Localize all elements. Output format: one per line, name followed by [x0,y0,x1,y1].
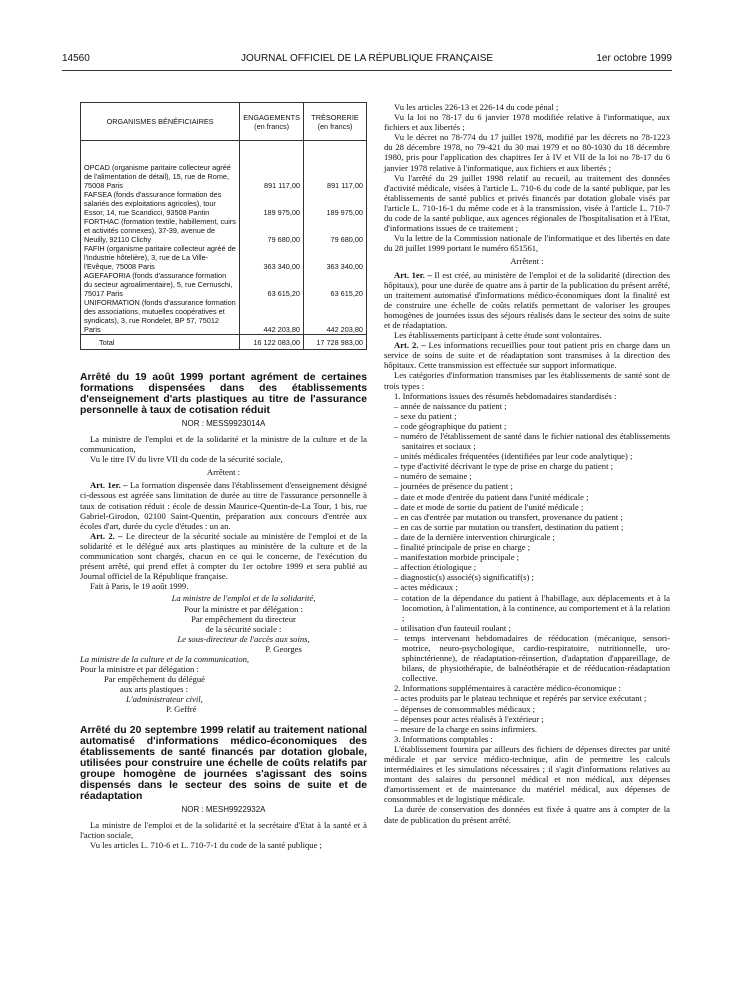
page-number: 14560 [62,53,90,64]
table-row [81,190,367,217]
article-label: Art. 1er. – [394,269,432,280]
article-2 [80,531,367,581]
fait-line: Fait à Paris, le 19 août 1999. [90,581,189,592]
right-column [384,102,670,825]
table-total-row [81,335,367,350]
arrete-1-title: Arrêté du 19 août 1999 portant agrément de certaines formations dispensées dans des établissements d'enseignement d'arts plastiques au titre de l'assurance personnelle à taux de cotisation réduit [80,372,367,416]
article-text: Les informations recueillies pour tout patient pris en charge dans un service de soins de suite et de réadaptation sont transmises à la direction des hôpitaux. Cette transmission est effectuée sur support informatique. [384,340,670,371]
paragraph: Vu le titre IV du livre VII du code de la sécurité sociale, [90,454,283,465]
arrete-2-title: Arrêté du 20 septembre 1999 relatif au traitement national automatisé d'informations médico-économiques des établissements de santé financés par dotation globale, utilisées pour construire une échelle de coûts relatifs par groupe homogène de journées s'agissant des soins dispensés dans le secteur des soins de suite et de réadaptation [80,724,367,802]
signatory-name: P. Geffré [166,704,197,715]
signature-line: Par empêchement du délégué [104,674,205,685]
total-eng: 16 122 083,00 [240,335,304,350]
arrete-2 [80,725,367,850]
list-item: – diagnostic(s) associé(s) significatif(s) ; [394,572,670,582]
list-item: – numéro de l'établissement de santé dans le fichier national des établissements sanitaires et sociaux ; [394,431,670,451]
tres-cell: 79 680,00 [304,217,367,244]
article-text: La formation dispensée dans l'établissement d'enseignement désigné ci-dessous est agréée sans limitation de durée au titre de l'assurance personnelle à taux de cotisation réduit : école de dessin Maurice-Quentin-de-La Tour, 1 bis, rue Gabriel-Girodon, 02100 Saint-Quentin, préparation aux concours d'entrée aux écoles d'art, durée du cycle d'études : un an. [80,480,367,531]
header-rule [62,70,672,71]
eng-cell: 891 117,00 [240,163,304,190]
column-header: TRÉSORERIE (en francs) [304,103,367,141]
arrete-2-nor: NOR : MESH9922932A [181,804,266,814]
table-row [81,163,367,190]
list-item: – affection étiologique ; [394,562,670,572]
table-row [81,271,367,298]
visa-line: Vu la lettre de la Commission nationale de l'informatique et des libertés en date du 28 juillet 1999 portant le numéro 651561, [384,233,670,254]
visa-line: Vu l'arrêté du 29 juillet 1998 relatif au recueil, au traitement des données d'activité médicale, visées à l'article L. 710-6 du code de la santé publique, par les établissements de santé publics et privés financés par dotation globale visés par l'article L. 710-16-1 du même code et à la transmission, visée à l'article L. 710-7 du code de la santé publique, aux agences régionales de l'hospitalisation et à l'Etat, d'informations issues de ce traitement ; [384,172,670,234]
tres-cell: 63 615,20 [304,271,367,298]
list-item: – temps intervenant hebdomadaires de rééducation (mécanique, sensori-motrice, neuro-psychologique, cardio-respiratoire, nutritionnelle, uro-sphinctérienne), de réadaptation-réinsertion, d'adaptation d'appareillage, de bilans, de physiothérapie, de balnéothérapie et de rééducation-réadaptation collective. [394,633,670,683]
paragraph: Les établissements participant à cette étude sont volontaires. [394,330,602,341]
list-item: – date de la dernière intervention chirurgicale ; [394,532,670,542]
article-2 [384,340,670,370]
signature-line: Pour la ministre et par délégation : [80,664,199,675]
table-header-row [81,103,367,141]
visa-line: Vu les articles 226-13 et 226-14 du code pénal ; [394,102,559,112]
org-cell: FAFSEA (fonds d'assurance formation des salariés des exploitations agricoles), tour Essor, 14, rue Scandicci, 93508 Pantin [81,190,240,217]
signature-line: Par empêchement du directeur [191,613,296,624]
paragraph: L'établissement fournira par ailleurs des fichiers de dépenses directes par unité médicale et par service médico-technique, afin de permettre les calculs intermédiaires et les simulations nécessaires ; il s'agit d'informations relatives au montant des salaires du personnel médical et non médical, aux dépenses d'amortissement et de maintenance du matériel médical, aux dépenses de consommables et de logistique médicale. [384,743,670,805]
org-cell: OPCAD (organisme paritaire collecteur agréé de l'alimentation de détail), 15, rue de Rome, 75008 Paris [81,163,240,190]
list-item: – code géographique du patient ; [394,421,670,431]
signature-line: Le sous-directeur de l'accès aux soins, [177,633,310,644]
list-item: – dépenses de consommables médicaux ; [394,704,670,714]
list-item: – date et mode de sortie du patient de l'unité médicale ; [394,502,670,512]
category-2-list [384,693,670,733]
beneficiaries-table [80,102,367,350]
paragraph: La ministre de l'emploi et de la solidarité et la ministre de la culture et de la communication, [80,434,367,455]
visa-line: Vu la loi no 78-17 du 6 janvier 1978 modifiée relative à l'informatique, aux fichiers et aux libertés ; [384,112,670,133]
visa-line: Vu le décret no 78-774 du 17 juillet 1978, modifié par les décrets no 78-1223 du 28 décembre 1978, no 79-421 du 30 mai 1979 et no 80-1030 du 18 décembre 1980, pris pour l'application des chapitres Ier à IV et VII de la loi no 78-17 du 6 janvier 1978 relative à l'informatique, aux fichiers et aux libertés ; [384,132,670,173]
column-header: ORGANISMES BÉNÉFICIAIRES [81,103,240,141]
list-item: – date et mode d'entrée du patient dans l'unité médicale ; [394,492,670,502]
article-label: Art. 1er. – [90,480,128,491]
total-label: Total [81,335,240,350]
arrete-1-nor: NOR : MESS9923014A [181,419,266,428]
list-item: – unités médicales fréquentées (identifiées par leur code analytique) ; [394,451,670,461]
list-item: – mesure de la charge en soins infirmiers. [394,724,670,734]
tres-cell: 189 975,00 [304,190,367,217]
article-label: Art. 2. – [90,530,123,541]
journal-title: JOURNAL OFFICIEL DE LA RÉPUBLIQUE FRANÇAISE [240,53,494,64]
article-label: Art. 2. – [394,340,426,351]
list-item: – journées de présence du patient ; [394,481,670,491]
org-cell: FORTHAC (formation textile, habillement, cuirs et activités connexes), 37-39, avenue de Neuilly, 92110 Clichy [81,217,240,244]
total-tres: 17 728 983,00 [304,335,367,350]
list-item: – cotation de la dépendance du patient à l'habillage, aux déplacements et à la locomotion, à l'alimentation, à la continence, au comportement et à la relation ; [394,593,670,623]
list-item: – sexe du patient ; [394,411,670,421]
list-item: – numéro de semaine ; [394,471,670,481]
page-header [62,53,672,67]
eng-cell: 79 680,00 [240,217,304,244]
eng-cell: 442 203,80 [240,298,304,335]
signature-line: La ministre de la culture et de la communication, [80,653,250,664]
paragraph: Vu les articles L. 710-6 et L. 710-7-1 du code de la santé publique ; [90,839,322,850]
article-text: Il est créé, au ministère de l'emploi et de la solidarité (direction des hôpitaux), pour une durée de quatre ans à partir de la publication du présent arrêté, un traitement automatisé d'informations médico-économiques dont la finalité est de construire une échelle de coûts relatifs permettant de valoriser les groupes homogènes de journées issus des séjours réalisés dans le secteur des soins de suite et de réadaptation. [384,269,670,330]
list-item: – en cas d'entrée par mutation ou transfert, provenance du patient ; [394,512,670,522]
signatory-name: P. Georges [265,643,302,654]
org-cell: FAFIH (organisme paritaire collecteur agréé de l'industrie hôtelière), 3, rue de La Ville-l'Evêque, 75008 Paris [81,244,240,271]
eng-cell: 189 975,00 [240,190,304,217]
table-row [81,244,367,271]
category-heading: 2. Informations supplémentaires à caractère médico-économique : [394,683,621,694]
signature-line: Pour la ministre et par délégation : [184,603,303,614]
signature-line: L'administrateur civil, [126,694,203,705]
arretent-heading: Arrêtent : [510,256,544,267]
table-spacer [81,141,367,164]
list-item: – actes produits par le plateau technique et repérés par service exécutant ; [394,693,670,703]
org-cell: UNIFORMATION (fonds d'assurance formation des associations, mutuelles coopératives et syndicats), 3, rue Rondelet, BP 57, 75012 Paris [81,298,240,335]
org-cell: AGEFAFORIA (fonds d'assurance formation du secteur agroalimentaire), 5, rue Cernuschi, 75017 Paris [81,271,240,298]
list-item: – finalité principale de prise en charge ; [394,542,670,552]
category-heading: 1. Informations issues des résumés hebdomadaires standardisés : [394,390,617,401]
list-item: – utilisation d'un fauteuil roulant ; [394,623,670,633]
category-heading: 3. Informations comptables : [394,733,493,744]
list-item: – en cas de sortie par mutation ou transfert, destination du patient ; [394,522,670,532]
signature-line: de la sécurité sociale : [205,623,282,634]
category-1-list [384,401,670,684]
signature-line: aux arts plastiques : [120,684,189,695]
tres-cell: 442 203,80 [304,298,367,335]
list-item: – manifestation morbide principale ; [394,552,670,562]
tres-cell: 363 340,00 [304,244,367,271]
list-item: – type d'activité décrivant le type de prise en charge du patient ; [394,461,670,471]
left-column [80,102,367,850]
table-row [81,217,367,244]
arretent-heading: Arrêtent : [206,467,241,478]
list-item: – dépenses pour actes réalisés à l'extérieur ; [394,714,670,724]
arrete-1 [80,372,367,715]
eng-cell: 63 615,20 [240,271,304,298]
signature-line: La ministre de l'emploi et de la solidarité, [171,593,316,604]
eng-cell: 363 340,00 [240,244,304,271]
paragraph: La ministre de l'emploi et de la solidarité et la secrétaire d'Etat à la santé et à l'action sociale, [80,819,367,840]
issue-date: 1er octobre 1999 [596,53,672,64]
article-1 [384,270,670,331]
column-header: ENGAGEMENTS (en francs) [240,103,304,141]
article-1 [80,480,367,530]
paragraph: La durée de conservation des données est fixée à quatre ans à compter de la date de publication du présent arrêté. [384,804,670,825]
list-item: – année de naissance du patient ; [394,401,670,411]
article-text: Le directeur de la sécurité sociale au ministère de l'emploi et de la solidarité et le délégué aux arts plastiques au ministère de la culture et de la communication sont chargés, chacun en ce qui le concerne, de l'exécution du présent arrêté, qui prend effet à compter du 1er octobre 1999 et sera publié au Journal officiel de la République française. [80,530,367,582]
list-item: – actes médicaux ; [394,582,670,592]
paragraph: Les catégories d'information transmises par les établissements de santé sont de trois types : [384,370,670,391]
table-row [81,298,367,335]
tres-cell: 891 117,00 [304,163,367,190]
